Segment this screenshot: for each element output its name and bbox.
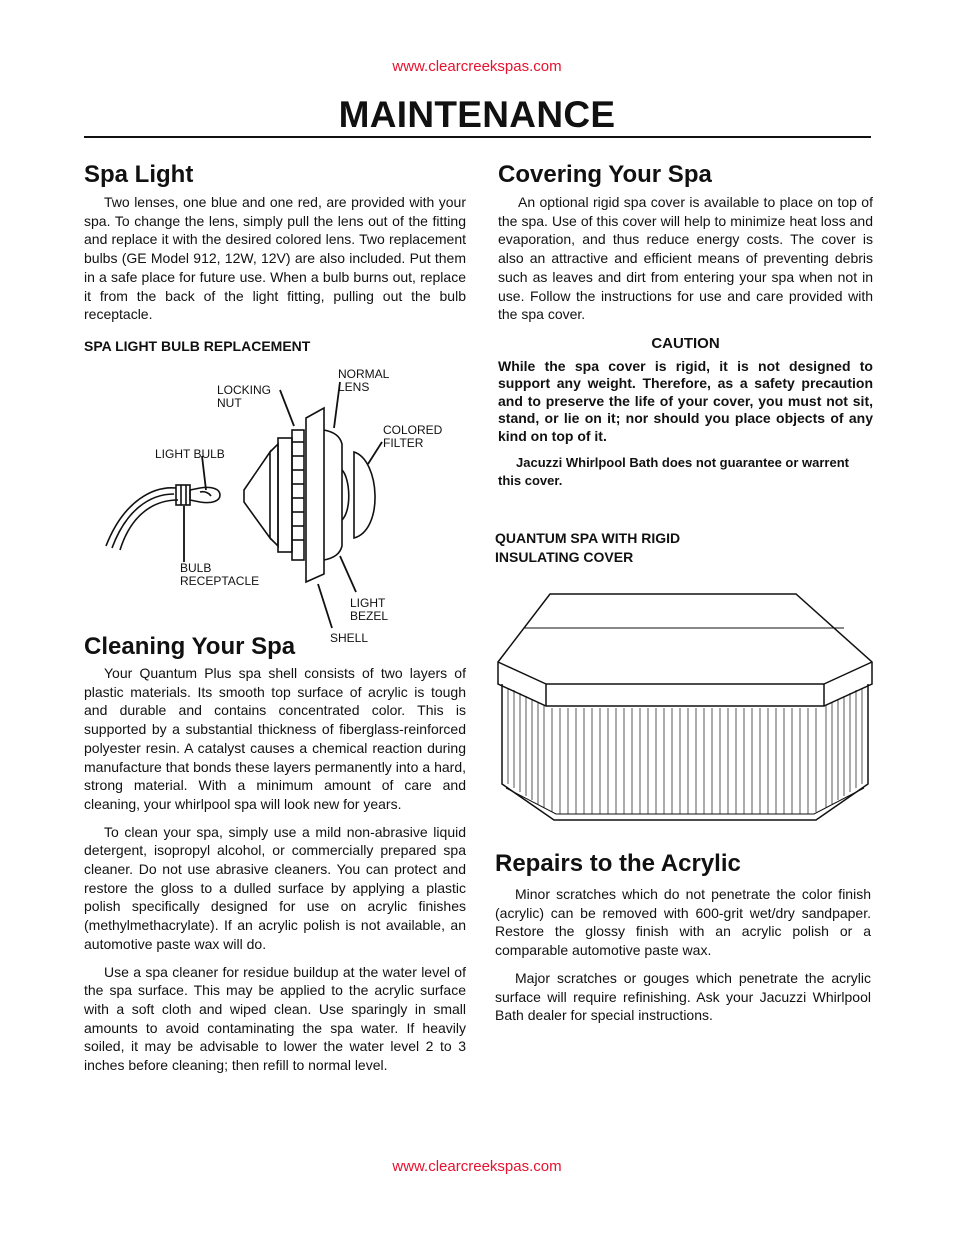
cleaning-section bbox=[84, 633, 466, 1075]
covering-section bbox=[498, 161, 873, 489]
cleaning-paragraph-3: Use a spa cleaner for residue buildup at the water level of the spa surface. This may be applied to the acrylic surface with a soft cloth and wiped clean. Use sparingly in small amounts to avoid contaminating the spa water. If heavily soiled, it may be advisable to lower the water level 2 to 3 inches before cleaning; then refill to normal level. bbox=[84, 963, 466, 1074]
label-bulb-receptacle: BULB RECEPTACLE bbox=[180, 561, 260, 588]
spa-light-illustration bbox=[84, 360, 466, 640]
spa-light-figure-title: SPA LIGHT BULB REPLACEMENT bbox=[84, 337, 311, 354]
covering-heading: Covering Your Spa bbox=[498, 161, 712, 188]
spa-light-diagram bbox=[84, 360, 466, 645]
title-divider bbox=[84, 136, 871, 138]
spa-light-paragraph: Two lenses, one blue and one red, are provided with your spa. To change the lens, simply pull the lens out of the fitting and replace it with the desired colored lens. Two replacement bulbs (GE Model 912, 12W, 12V) are also included. Put them in a safe place for future use. When a bulb burns out, replace it from the back of the light fitting, pulling out the bulb receptacle. bbox=[84, 194, 466, 323]
footer-url-link[interactable]: www.clearcreekspas.com bbox=[392, 1158, 562, 1175]
repairs-paragraph-2: Major scratches or gouges which penetrate the acrylic surface will require refinishing. Ask your Jacuzzi Whirlpool Bath dealer for special instructions. bbox=[495, 969, 871, 1024]
cleaning-paragraph-1: Your Quantum Plus spa shell consists of two layers of plastic materials. Its smooth top surface of acrylic is tough and durable and contains concentrated color. This is supported by a substantial thickness of fiberglass-reinforced polyester resin. A catalyst causes a chemical reaction during manufacture that bonds these layers permanently into a hard, strong material. With a minimum amount of care and cleaning, your whirlpool spa will look new for years. bbox=[84, 665, 466, 812]
label-light-bulb: LIGHT BULB bbox=[155, 447, 225, 461]
label-locking-nut: LOCKING NUT bbox=[217, 383, 272, 410]
page-title: MAINTENANCE bbox=[338, 94, 616, 135]
spa-cover-illustration bbox=[494, 588, 874, 830]
spa-light-heading: Spa Light bbox=[84, 161, 194, 188]
repairs-section bbox=[495, 850, 871, 1025]
spa-cover-figure-title: QUANTUM SPA WITH RIGID INSULATING COVER bbox=[495, 530, 681, 565]
covering-paragraph: An optional rigid spa cover is available to place on top of the spa. Use of this cover will help to minimize heat loss and evaporation, and thus reduce energy costs. The cover is also an attractive and efficient means of preventing debris such as leaves and dirt from entering your spa when not in use. Follow the instructions for use and care provided with the spa cover. bbox=[498, 194, 873, 323]
warranty-text: Jacuzzi Whirlpool Bath does not guarantee or warrent this cover. bbox=[498, 455, 849, 488]
caution-title: CAUTION bbox=[651, 334, 720, 352]
repairs-paragraph-1: Minor scratches which do not penetrate the color finish (acrylic) can be removed with 600-grit wet/dry sandpaper. Restore the glossy finish with an acrylic polish or a comparable automotive paste wax. bbox=[495, 886, 871, 959]
caution-text: While the spa cover is rigid, it is not designed to support any weight. Therefore, as a safety precaution and to preserve the life of your cover, you must not sit, stand, or lie on it; nor should you place objects of any kind on top of it. bbox=[498, 357, 873, 444]
label-normal-lens: NORMAL LENS bbox=[338, 367, 390, 394]
spa-cover-diagram bbox=[494, 588, 874, 830]
header-url-link[interactable]: www.clearcreekspas.com bbox=[392, 58, 562, 75]
cleaning-heading: Cleaning Your Spa bbox=[84, 633, 296, 660]
label-light-bezel: LIGHT BEZEL bbox=[350, 596, 389, 623]
label-shell: SHELL bbox=[330, 631, 369, 645]
repairs-heading: Repairs to the Acrylic bbox=[495, 850, 741, 877]
cleaning-paragraph-2: To clean your spa, simply use a mild non-abrasive liquid detergent, isopropyl alcohol, or commercially prepared spa cleaner. Do not use abrasive cleaners. You can protect and restore the gloss to a dulled surface by applying a plastic polish specifically designed for use on acrylic finishes (methylmethacrylate). If an acrylic polish is not available, an automotive paste wax will do. bbox=[84, 823, 466, 952]
spa-light-section bbox=[84, 161, 466, 356]
label-colored-filter: COLORED FILTER bbox=[383, 423, 443, 450]
